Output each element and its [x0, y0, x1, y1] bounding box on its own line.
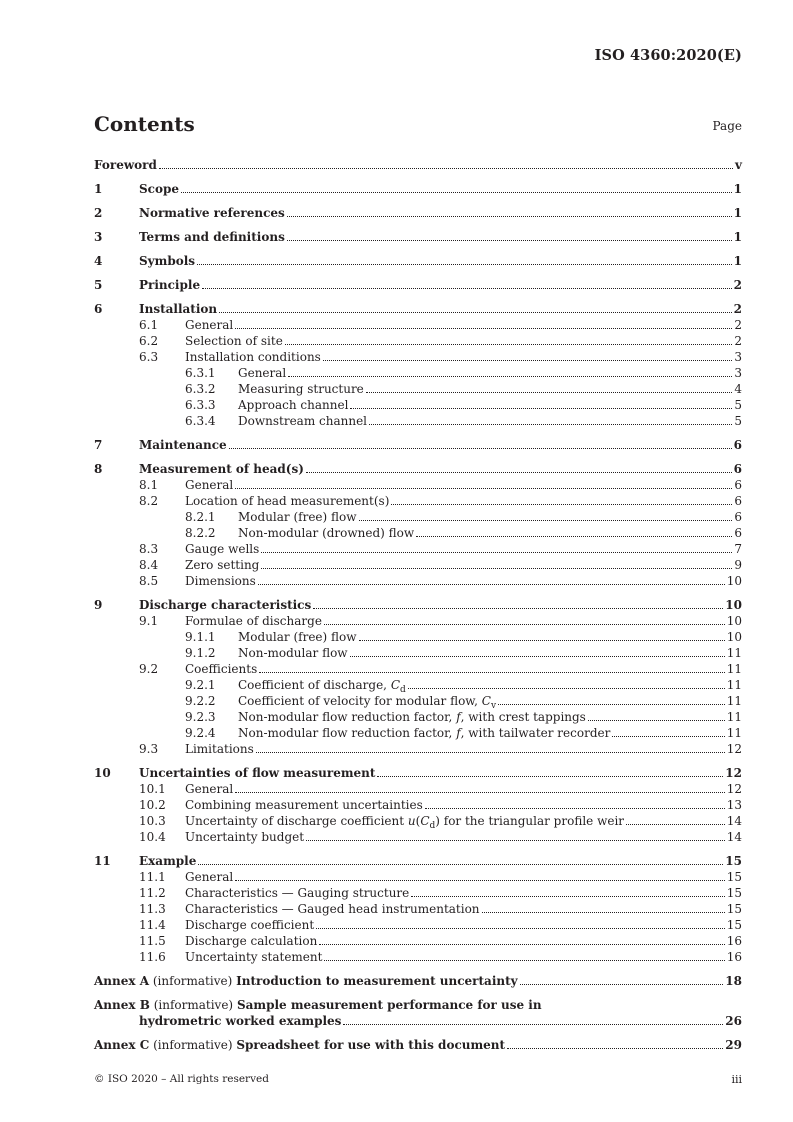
toc-entry[interactable]: 8 Measurement of head(s) 6 — [94, 462, 742, 476]
page-title: Contents — [94, 112, 195, 136]
toc-entry[interactable]: 4 Symbols 1 — [94, 254, 742, 268]
toc-entry[interactable]: 6 Installation 2 — [94, 302, 742, 316]
toc-entry[interactable]: 8.2.2 Non-modular (drowned) flow 6 — [185, 526, 742, 540]
toc-entry[interactable]: 6.1 General 2 — [139, 318, 742, 332]
toc-entry[interactable]: 7 Maintenance 6 — [94, 438, 742, 452]
document-code: ISO 4360:2020(E) — [594, 47, 742, 64]
toc-entry[interactable]: 6.3.1 General 3 — [185, 366, 742, 380]
toc-entry[interactable]: 6.3.3 Approach channel 5 — [185, 398, 742, 412]
toc-entry[interactable]: 9.2 Coefficients 11 — [139, 662, 742, 676]
toc-entry[interactable]: 6.3.4 Downstream channel 5 — [185, 414, 742, 428]
toc-entry[interactable]: 9.2.3 Non-modular flow reduction factor, f, with crest tappings 11 — [185, 710, 742, 724]
toc-annex-a[interactable]: Annex A (informative) Introduction to measurement uncertainty 18 — [94, 974, 742, 988]
toc-entry[interactable]: 11 Example 15 — [94, 854, 742, 868]
toc-entry[interactable]: 8.2.1 Modular (free) flow 6 — [185, 510, 742, 524]
page-column-label: Page — [712, 119, 742, 133]
toc-entry[interactable]: 11.6 Uncertainty statement 16 — [139, 950, 742, 964]
toc-entry[interactable]: 11.1 General 15 — [139, 870, 742, 884]
toc-entry[interactable]: 6.2 Selection of site 2 — [139, 334, 742, 348]
toc-entry[interactable]: 11.4 Discharge coefficient 15 — [139, 918, 742, 932]
copyright-notice: © ISO 2020 – All rights reserved — [94, 1073, 269, 1085]
page-number: iii — [731, 1073, 742, 1086]
toc-entry[interactable]: 8.5 Dimensions 10 — [139, 574, 742, 588]
toc-entry[interactable]: 9.1.2 Non-modular flow 11 — [185, 646, 742, 660]
toc-entry[interactable]: 1 Scope 1 — [94, 182, 742, 196]
toc-annex-b-continued[interactable]: hydrometric worked examples 26 — [139, 1014, 742, 1028]
toc-entry[interactable]: 9.2.2 Coefficient of velocity for modular flow, $C_v$ 11 — [185, 694, 742, 711]
toc-entry[interactable]: 11.3 Characteristics — Gauged head instrumentation 15 — [139, 902, 742, 916]
toc-entry[interactable]: 6.3.2 Measuring structure 4 — [185, 382, 742, 396]
toc-entry[interactable]: 3 Terms and definitions 1 — [94, 230, 742, 244]
toc-entry[interactable]: 10.1 General 12 — [139, 782, 742, 796]
toc-entry[interactable]: 9 Discharge characteristics 10 — [94, 598, 742, 612]
toc-entry[interactable]: 9.2.1 Coefficient of discharge, $C_d$ 11 — [185, 678, 742, 695]
toc-entry[interactable]: 9.2.4 Non-modular flow reduction factor, f, with tailwater recorder 11 — [185, 726, 742, 740]
toc-entry[interactable]: 10.2 Combining measurement uncertainties 13 — [139, 798, 742, 812]
toc-annex-b[interactable]: Annex B (informative) Sample measurement performance for use in — [94, 998, 542, 1012]
toc-entry[interactable]: 9.1 Formulae of discharge 10 — [139, 614, 742, 628]
toc-entry[interactable]: 8.2 Location of head measurement(s) 6 — [139, 494, 742, 508]
toc-entry[interactable]: 8.4 Zero setting 9 — [139, 558, 742, 572]
toc-entry[interactable]: 10 Uncertainties of flow measurement 12 — [94, 766, 742, 780]
toc-entry[interactable]: 5 Principle 2 — [94, 278, 742, 292]
toc-entry[interactable]: 8.3 Gauge wells 7 — [139, 542, 742, 556]
toc-entry[interactable]: 11.2 Characteristics — Gauging structure 15 — [139, 886, 742, 900]
toc-entry[interactable]: 11.5 Discharge calculation 16 — [139, 934, 742, 948]
toc-entry[interactable]: 9.1.1 Modular (free) flow 10 — [185, 630, 742, 644]
toc-annex-c[interactable]: Annex C (informative) Spreadsheet for use with this document 29 — [94, 1038, 742, 1052]
toc-entry-foreword[interactable]: Foreword v — [94, 158, 742, 172]
toc-entry[interactable]: 8.1 General 6 — [139, 478, 742, 492]
toc-entry[interactable]: 10.3 Uncertainty of discharge coefficient $u(C_d)$ for the triangular profile weir 14 — [139, 814, 742, 831]
toc-entry[interactable]: 10.4 Uncertainty budget 14 — [139, 830, 742, 844]
toc-entry[interactable]: 2 Normative references 1 — [94, 206, 742, 220]
toc-entry[interactable]: 6.3 Installation conditions 3 — [139, 350, 742, 364]
toc-entry[interactable]: 9.3 Limitations 12 — [139, 742, 742, 756]
